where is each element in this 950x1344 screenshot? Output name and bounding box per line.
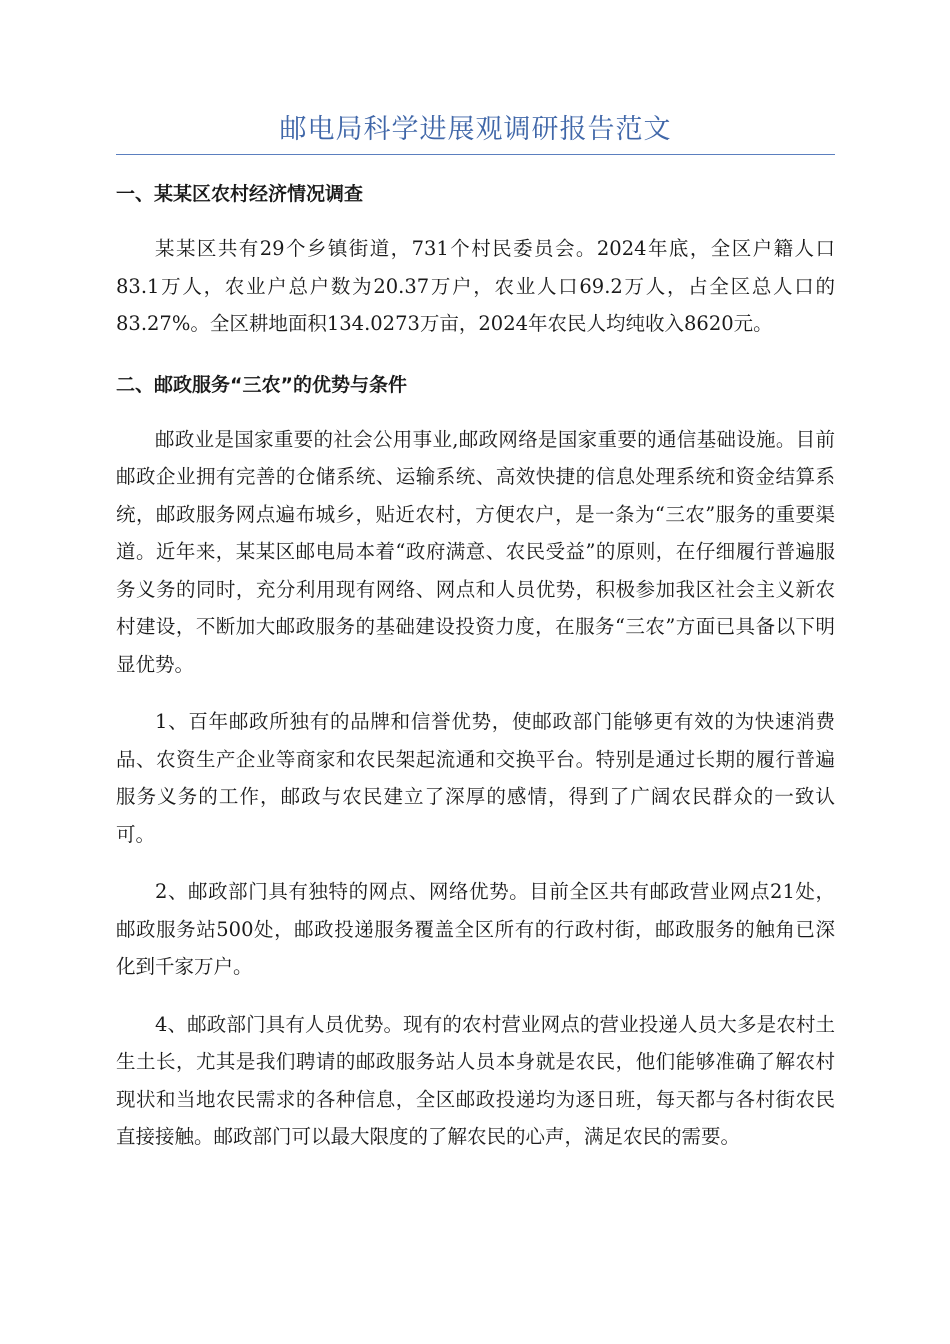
paragraph: 1、百年邮政所独有的品牌和信誉优势，使邮政部门能够更有效的为快速消费品、农资生产企业等商家和农民架起流通和交换平台。特别是通过长期的履行普遍服务义务的工作，邮政与农民建立了深厚的感情，得到了广阔农民群众的一致认可。	[116, 710, 835, 846]
title-underline	[116, 154, 835, 155]
paragraph: 邮政业是国家重要的社会公用事业,邮政网络是国家重要的通信基础设施。目前邮政企业拥有完善的仓储系统、运输系统、高效快捷的信息处理系统和资金结算系统，邮政服务网点遍布城乡，贴近农村，方便农户，是一条为“三农”服务的重要渠道。近年来，某某区邮电局本着“政府满意、农民受益”的原则，在仔细履行普遍服务义务的同时，充分利用现有网络、网点和人员优势，积极参加我区社会主义新农村建设，不断加大邮政服务的基础建设投资力度，在服务“三农”方面已具备以下明显优势。	[116, 427, 835, 676]
paragraph: 4、邮政部门具有人员优势。现有的农村营业网点的营业投递人员大多是农村土生土长，尤其是我们聘请的邮政服务站人员本身就是农民，他们能够准确了解农村现状和当地农民需求的各种信息，全区邮政投递均为逐日班，每天都与各村街农民直接接触。邮政部门可以最大限度的了解农民的心声，满足农民的需要。	[116, 1012, 835, 1148]
paragraph: 某某区共有29个乡镇街道，731个村民委员会。2024年底，全区户籍人口83.1万人，农业户总户数为20.37万户，农业人口69.2万人，占全区总人口的83.27%。全区耕地面积134.0273万亩，2024年农民人均纯收入8620元。	[116, 237, 835, 335]
title-block	[116, 108, 835, 155]
document-title: 邮电局科学进展观调研报告范文	[279, 114, 672, 145]
paragraph: 2、邮政部门具有独特的网点、网络优势。目前全区共有邮政营业网点21处，邮政服务站500处，邮政投递服务覆盖全区所有的行政村街，邮政服务的触角已深化到千家万户。	[116, 880, 835, 978]
section-heading-2: 二、邮政服务“三农”的优势与条件	[116, 373, 407, 396]
section-heading-1: 一、某某区农村经济情况调查	[116, 183, 364, 205]
document-body	[116, 172, 835, 1156]
